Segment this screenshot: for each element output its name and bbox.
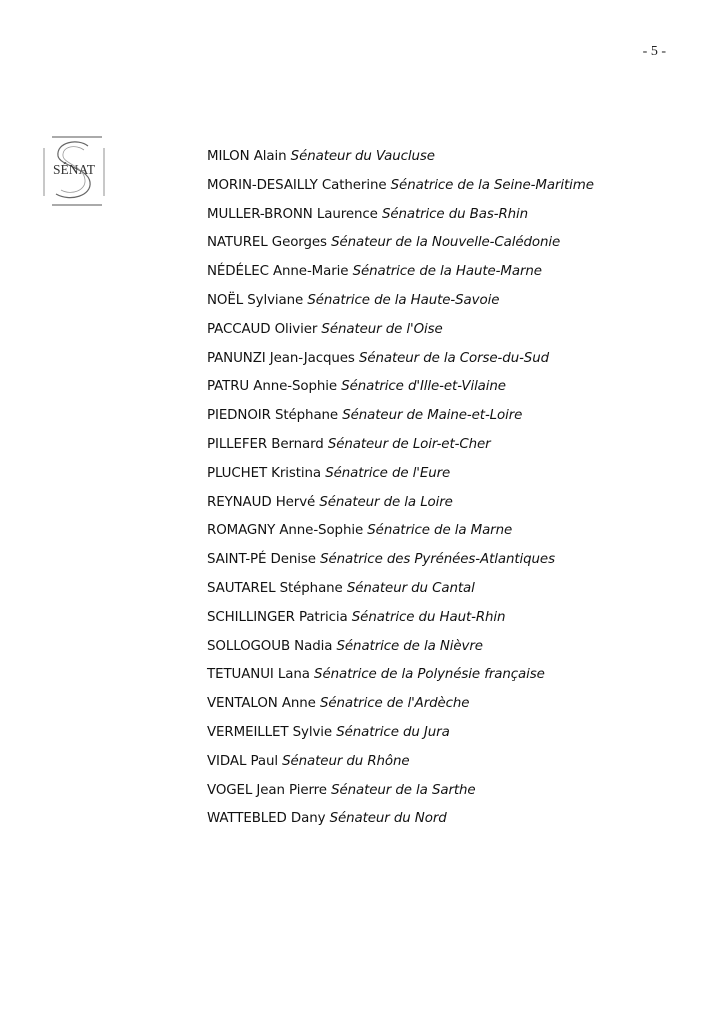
senator-name: PLUCHET Kristina [207,465,322,481]
senator-title: Sénatrice de la Polynésie française [314,667,545,683]
senator-row [207,664,594,693]
senator-name: SAINT-PÉ Denise [207,552,316,568]
senator-row [207,636,594,665]
senator-name: VERMEILLET Sylvie [207,724,333,740]
senator-name: SCHILLINGER Patricia [207,609,348,625]
senator-list [207,146,594,837]
senator-name: MILON Alain [207,149,287,164]
senat-logo [42,134,106,208]
senator-row [207,722,594,751]
senator-row [207,204,594,233]
senator-name: VOGEL Jean Pierre [207,782,327,798]
senator-title: Sénateur du Cantal [346,580,475,596]
senator-name: NÉDÉLEC Anne-Marie [207,264,349,280]
senator-row [207,376,594,405]
senator-title: Sénateur de Loir-et-Cher [327,436,491,452]
senator-name: VIDAL Paul [207,753,278,769]
senator-title: Sénateur de la Corse-du-Sud [358,350,549,366]
senator-title: Sénatrice des Pyrénées-Atlantiques [320,552,555,568]
senator-title: Sénatrice du Bas-Rhin [381,206,529,222]
senator-name: SAUTAREL Stéphane [207,580,343,596]
senator-name: NOËL Sylviane [207,292,304,308]
senator-title: Sénatrice de la Haute-Marne [352,264,542,280]
senator-row [207,434,594,463]
senator-name: MULLER-BRONN Laurence [207,206,378,222]
senator-row [207,549,594,578]
senator-row [207,578,594,607]
senator-row [207,808,594,837]
senator-title: Sénatrice du Jura [336,724,450,740]
senator-title: Sénateur de la Sarthe [331,782,476,798]
senator-name: ROMAGNY Anne-Sophie [207,523,364,539]
senator-row [207,319,594,348]
senator-title: Sénatrice de la Haute-Savoie [307,292,500,308]
senator-title: Sénatrice du Haut-Rhin [351,609,506,625]
senator-title: Sénateur de la Loire [319,494,453,510]
senator-title: Sénateur du Nord [329,811,447,827]
senator-title: Sénatrice de la Nièvre [336,638,483,654]
senator-name: PIEDNOIR Stéphane [207,408,339,424]
senator-row [207,693,594,722]
senator-row [207,607,594,636]
senator-row [207,146,594,175]
senator-title: Sénatrice de la Marne [367,523,513,539]
senator-title: Sénateur du Vaucluse [290,149,435,164]
senator-title: Sénateur de Maine-et-Loire [342,408,523,424]
senator-name: REYNAUD Hervé [207,494,316,510]
senator-row [207,175,594,204]
senator-name: PANUNZI Jean-Jacques [207,350,355,366]
page-number: - 5 - [642,44,666,59]
senator-name: PACCAUD Olivier [207,321,318,337]
senator-row [207,290,594,319]
senator-name: MORIN-DESAILLY Catherine [207,177,387,193]
senator-row [207,405,594,434]
senator-title: Sénateur de la Nouvelle-Calédonie [331,235,561,251]
senator-title: Sénatrice de l'Ardèche [319,696,470,712]
senator-name: WATTEBLED Dany [207,811,326,827]
senator-row [207,463,594,492]
senator-row [207,520,594,549]
senator-title: Sénateur du Rhône [282,753,410,769]
senator-name: TETUANUI Lana [207,667,310,683]
senator-row [207,492,594,521]
senator-name: PATRU Anne-Sophie [207,379,338,395]
senator-row [207,232,594,261]
senator-row [207,348,594,377]
senator-row [207,261,594,290]
senator-name: PILLEFER Bernard [207,436,324,452]
senator-row [207,751,594,780]
senator-title: Sénatrice d'Ille-et-Vilaine [341,379,506,395]
senator-title: Sénateur de l'Oise [321,321,443,337]
senator-name: SOLLOGOUB Nadia [207,638,333,654]
senator-row [207,780,594,809]
senator-name: VENTALON Anne [207,696,316,712]
senat-logo-text: SÉNAT [52,162,96,177]
senator-title: Sénatrice de l'Eure [325,465,451,481]
senator-title: Sénatrice de la Seine-Maritime [390,177,594,193]
senator-name: NATUREL Georges [207,235,327,251]
